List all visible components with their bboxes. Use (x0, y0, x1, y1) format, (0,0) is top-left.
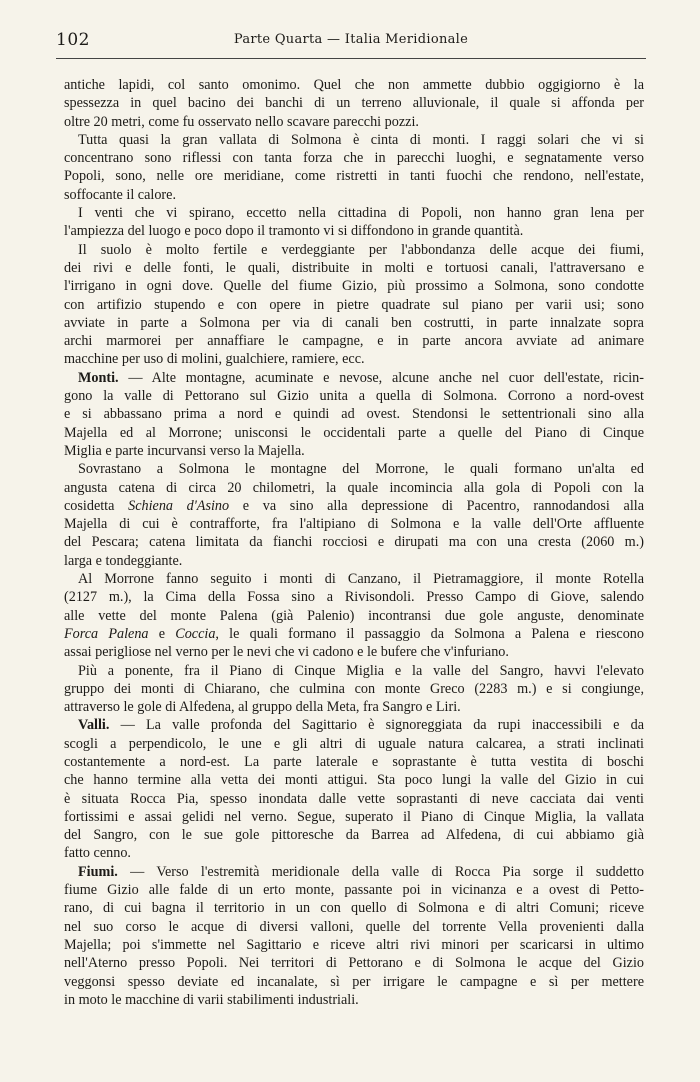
text-line: con artifizio stupendo e con opere in pietre quadrate sul piano per varii usi; sono (64, 296, 644, 313)
text-line: larga e tondeggiante. (64, 552, 183, 569)
running-title: Parte Quarta — Italia Meridionale (233, 32, 469, 47)
text-line: Miglia e parte incurvansi verso la Majella. (64, 442, 305, 459)
text-line: e si abbassano prima a nord e quindi ad ovest. Stendonsi le settentrionali sino alla (64, 406, 644, 423)
text-line: in moto le macchine di varii stabilimenti industriali. (64, 991, 359, 1008)
text-line: gruppo dei monti di Chiarano, che culmina con monte Greco (2283 m.) e si congiunge, (64, 680, 644, 697)
text-line: avviate in parte a Solmona per via di canali ben costrutti, in parte innalzate sopra (64, 314, 644, 331)
text-line: Sovrastano a Solmona le montagne del Morrone, le quali formano un'alta ed (78, 461, 644, 478)
text-line: l'irrigano in ogni dove. Quelle del fiume Gizio, più prossimo a Solmona, sono condotte (64, 278, 644, 295)
text-line: costantemente a nord-est. La parte laterale e soprastante è tutta vestita di boschi (64, 753, 644, 770)
text-line: assai perigliose nel verno per le nevi che vi cadono e le bufere che v'infuriano. (64, 644, 509, 661)
text-line: Majella ed al Morrone; unisconsi le occidentali parte a quelle del Piano di Cinque (64, 424, 644, 441)
paragraph (64, 241, 644, 369)
paragraph (64, 863, 644, 1009)
paragraph (64, 76, 644, 131)
text-line: dei rivi e delle fonti, le quali, distribuite in molti e tortuosi canali, l'attraversano e (64, 259, 644, 276)
text-line: nel suo corso le acque di diversi valloni, quelle del torrente Vella provenienti dalla (64, 918, 644, 935)
italic-term: Schiena d'Asino (128, 497, 230, 514)
text-line: Forca Palena e Coccia, le quali formano il passaggio da Solmona a Palena e riescono (64, 625, 644, 642)
paragraph (64, 716, 644, 862)
text-line: oltre 20 metri, come fu osservato nello scavare parecchi pozzi. (64, 113, 419, 130)
text-line: cosidetta Schiena d'Asino e va sino alla depressione di Pacentro, rannodandosi alla (64, 497, 644, 514)
italic-term: Forca Palena (64, 625, 149, 642)
text-line: del Sangro, con le sue gole pittoresche da Barrea ad Alfedena, di cui abbiamo già (64, 827, 644, 844)
body-text (64, 76, 644, 1009)
text-line: angusta catena di circa 20 chilometri, la quale incomincia alla gola di Popoli con la (64, 479, 644, 496)
paragraph (64, 460, 644, 570)
text-line: Majella; poi s'immette nel Sagittario e riceve altri rivi minori per scaricarsi in ultimo (64, 936, 644, 953)
text-line: concentrano sono riflessi con tanta forza che in parecchi luoghi, e segnatamente verso (64, 150, 644, 167)
text-line: Il suolo è molto fertile e verdeggiante per l'abbondanza delle acque dei fiumi, (78, 241, 644, 258)
text-line: l'ampiezza del luogo e poco dopo il tramonto vi si diffondono in grande quantità. (64, 223, 524, 240)
paragraph (64, 131, 644, 204)
text-line: archi marmorei per annaffiare le campagne, e in parte ancora avviate ad animare (64, 333, 644, 350)
text-line: I venti che vi spirano, eccetto nella cittadina di Popoli, non hanno gran lena per (78, 205, 644, 222)
italic-term: Coccia (175, 625, 216, 642)
text-line: Majella di cui è contrafforte, fra l'altipiano di Solmona e la valle dell'Orte affluente (64, 516, 644, 533)
text-line: fiume Gizio alle falde di un erto monte, passante poi in vicinanza e a ovest di Petto- (64, 882, 644, 899)
section-lead: Monti. (78, 369, 119, 386)
text-line: del Pescara; catena limitata da fianchi rocciosi e dirupati ma con una cresta (2060 m.) (64, 534, 644, 551)
paragraph (64, 662, 644, 717)
text-line: fatto cenno. (64, 845, 131, 862)
text-line: veggonsi spesso deviate ed incanalate, sì per irrigare le campagne e sì per mettere (64, 973, 644, 990)
text-line: Valli. — La valle profonda del Sagittario è signoreggiata da rupi inaccessibili e da (78, 717, 644, 734)
text-line: è situata Rocca Pia, spesso inondata dalle vette soprastanti di neve cacciata dai venti (64, 790, 644, 807)
text-line: alle vette del monte Palena (già Palenio) incontransi due gole anguste, denominate (64, 607, 644, 624)
text-line: rano, di cui bagna il territorio in un con quello di Solmona e di altri Comuni; riceve (64, 900, 644, 917)
paragraph (64, 369, 644, 460)
text-line: (2127 m.), la Cima della Fossa sino a Rivisondoli. Presso Campo di Giove, salendo (64, 589, 644, 606)
text-line: soffocante il calore. (64, 186, 177, 203)
text-line: macchine per uso di molini, gualchiere, ramiere, ecc. (64, 351, 365, 368)
paragraph (64, 204, 644, 241)
page-header (56, 30, 646, 52)
text-line: Al Morrone fanno seguito i monti di Canzano, il Pietramaggiore, il monte Rotella (78, 571, 644, 588)
header-rule (56, 58, 646, 59)
text-line: che hanno termine alla vetta dei monti attigui. Sta poco lungi la valle del Gizio in cui (64, 772, 644, 789)
page-number: 102 (56, 30, 90, 50)
text-line: gono la valle di Pettorano sul Gizio unita a quella di Solmona. Corrono a nord-ovest (64, 388, 644, 405)
text-line: Tutta quasi la gran vallata di Solmona è cinta di monti. I raggi solari che vi si (78, 131, 644, 148)
text-line: Monti. — Alte montagne, acuminate e nevose, alcune anche nel cuor dell'estate, ricin- (78, 369, 644, 386)
text-line: antiche lapidi, col santo omonimo. Quel che non ammette dubbio oggigiorno è la (64, 77, 644, 93)
section-lead: Fiumi. (78, 863, 118, 880)
text-line: nell'Aterno presso Popoli. Nei territori di Pettorano e di Solmona le acque del Gizio (64, 955, 644, 972)
text-line: fortissimi e assai gelidi nel verno. Segue, superato il Piano di Cinque Miglia, la vallata (64, 808, 644, 825)
text-line: Fiumi. — Verso l'estremità meridionale della valle di Rocca Pia sorge il suddetto (78, 863, 644, 880)
text-line: Più a ponente, fra il Piano di Cinque Miglia e la valle del Sangro, havvi l'elevato (78, 662, 644, 679)
text-line: scogli a perpendicolo, le une e gli altri di uguale natura calcarea, a strati inclinati (64, 735, 644, 752)
section-lead: Valli. (78, 717, 110, 734)
paragraph (64, 570, 644, 661)
text-line: attraverso le gole di Alfedena, al gruppo della Meta, fra Sangro e Liri. (64, 699, 461, 716)
text-line: spessezza in quel bacino dei banchi di un terreno alluvionale, il quale si affonda per (64, 95, 644, 112)
text-line: Popoli, sono, nelle ore meridiane, come ristretti in tanti fuochi che rendono, nell'estate, (64, 168, 644, 185)
